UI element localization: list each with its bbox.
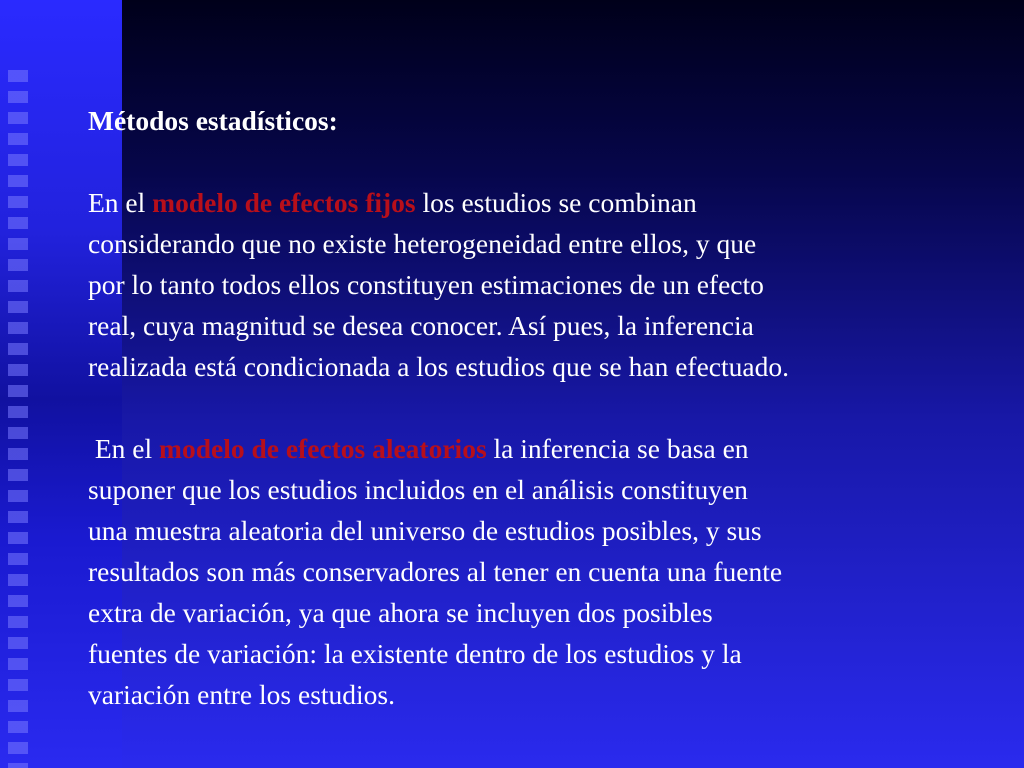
paragraph-line: variación entre los estudios. [88,679,395,710]
paragraph-fixed-effects [88,182,988,387]
paragraph-line: una muestra aleatoria del universo de estudios posibles, y sus [88,515,762,546]
paragraph-lead: En el [88,187,153,218]
paragraph-line: real, cuya magnitud se desea conocer. Así pues, la inferencia [88,310,754,341]
paragraph-random-effects [88,428,988,715]
paragraph-line: resultados son más conservadores al tener en cuenta una fuente [88,556,783,587]
highlight-fixed-effects-model: modelo de efectos fijos [152,187,416,218]
square-pattern-decoration [8,70,28,768]
paragraph-line: la inferencia se basa en [486,433,749,464]
paragraph-line: extra de variación, ya que ahora se incluyen dos posibles [88,597,713,628]
paragraph-line: suponer que los estudios incluidos en el análisis constituyen [88,474,748,505]
paragraph-line: los estudios se combinan [415,187,697,218]
paragraph-line: considerando que no existe heterogeneidad entre ellos, y que [88,228,757,259]
paragraph-line: por lo tanto todos ellos constituyen estimaciones de un efecto [88,269,764,300]
paragraph-line: fuentes de variación: la existente dentro de los estudios y la [88,638,742,669]
paragraph-line: realizada está condicionada a los estudios que se han efectuado. [88,351,789,382]
paragraph-lead: En el [88,433,160,464]
slide-content [88,100,988,715]
highlight-random-effects-model: modelo de efectos aleatorios [159,433,487,464]
slide-title: Métodos estadísticos: [88,105,338,136]
